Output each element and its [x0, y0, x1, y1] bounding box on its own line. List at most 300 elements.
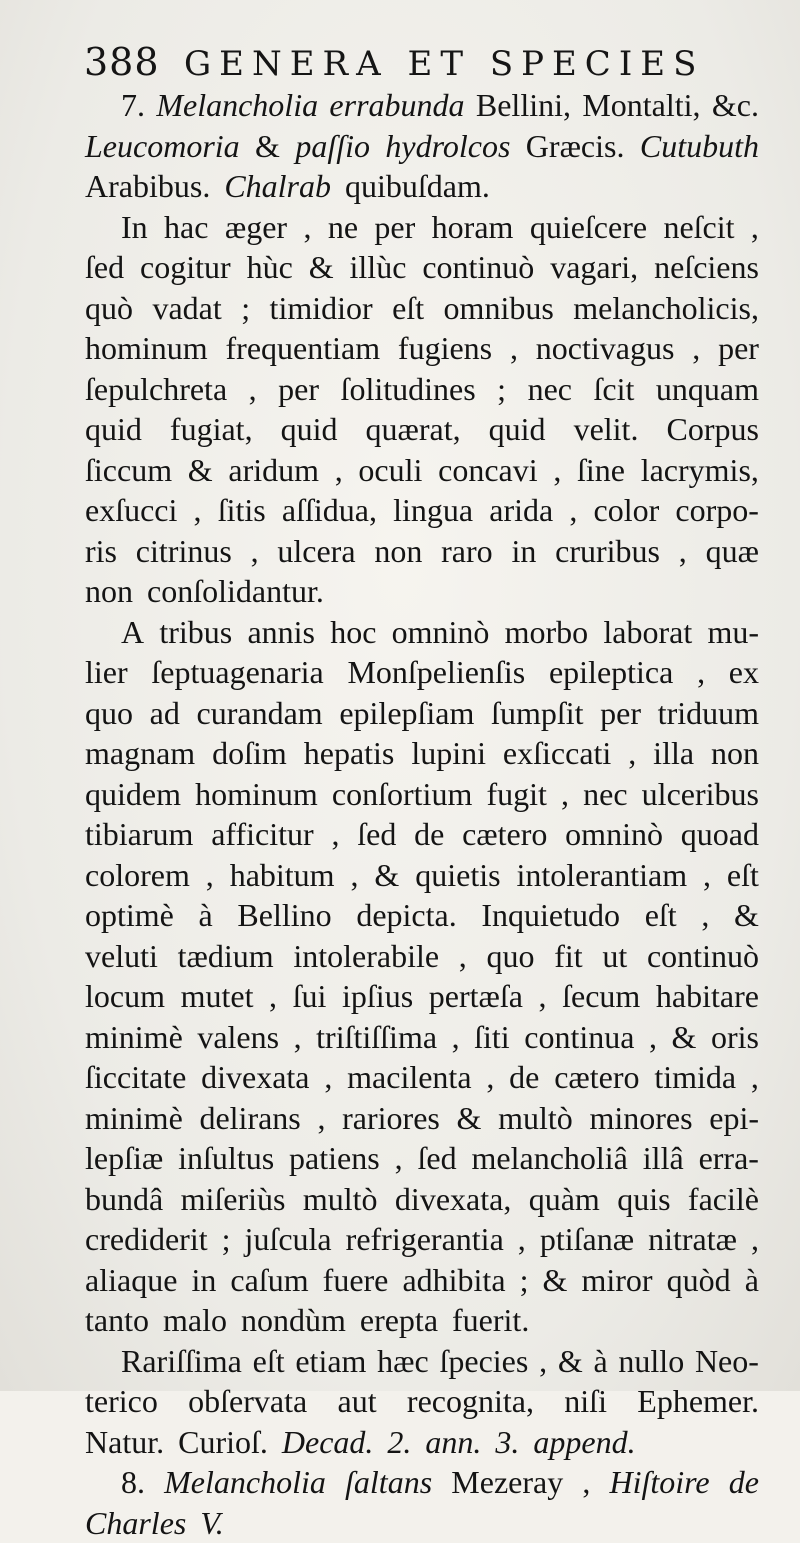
text-line	[85, 288, 759, 329]
word: &	[255, 126, 280, 167]
word: ,	[303, 207, 311, 248]
word: quidem	[85, 774, 181, 815]
word: ris	[85, 531, 117, 572]
word: quid	[489, 409, 546, 450]
body-text	[85, 85, 759, 1543]
word: ,	[561, 774, 569, 815]
text-line	[85, 693, 759, 734]
word: miror	[581, 1260, 652, 1301]
word: nec	[583, 774, 627, 815]
word: exſucci	[85, 490, 177, 531]
word: ;	[520, 1260, 529, 1301]
text-line	[85, 409, 759, 450]
word: 2.	[387, 1422, 411, 1463]
word: ſiti	[474, 1017, 510, 1058]
word: nec	[528, 369, 572, 410]
word: hæc	[377, 1341, 429, 1382]
text-line	[85, 895, 759, 936]
word: ,	[703, 855, 711, 896]
word: quòd	[667, 1260, 731, 1301]
word: fuere	[323, 1260, 389, 1301]
word: quis	[617, 1179, 670, 1220]
word: fugiens	[398, 328, 492, 369]
text-line	[85, 1422, 759, 1463]
word: Bellino	[237, 895, 331, 936]
word: cruribus	[555, 531, 660, 572]
word: vagari,	[550, 247, 638, 288]
word: Hiſtoire	[609, 1462, 709, 1503]
running-head: GENERA ET SPECIES	[184, 44, 704, 84]
word: fuerit.	[452, 1300, 529, 1341]
word: Monſpelienſis	[347, 652, 525, 693]
word: ,	[294, 1017, 302, 1058]
word: niſi	[564, 1381, 607, 1422]
word: eſt	[253, 1341, 285, 1382]
word: in	[191, 1260, 216, 1301]
word: laborat	[603, 612, 692, 653]
word: omninò	[565, 814, 663, 855]
word: horam	[432, 207, 514, 248]
word: pertæſa	[429, 976, 523, 1017]
word: ſolitudines	[341, 369, 476, 410]
text-line	[85, 1138, 759, 1179]
word: ,	[452, 1017, 460, 1058]
text-line	[85, 207, 759, 248]
text-line	[85, 1381, 759, 1422]
word: lacrymis,	[641, 450, 759, 491]
text-line	[85, 1179, 759, 1220]
word: arida	[489, 490, 553, 531]
word: bundâ	[85, 1179, 163, 1220]
word: tibiarum	[85, 814, 193, 855]
word: illa	[653, 733, 694, 774]
word: Neo-	[695, 1341, 759, 1382]
word: ,	[335, 450, 343, 491]
word: &c.	[712, 85, 759, 126]
word: continuò	[422, 247, 534, 288]
text-line	[85, 247, 759, 288]
text-line	[85, 450, 759, 491]
word: per	[600, 693, 641, 734]
word: ſed	[85, 247, 124, 288]
word: erra-	[699, 1138, 759, 1179]
word: &	[543, 1260, 568, 1301]
word: Leucomoria	[85, 126, 240, 167]
word: quibuſdam.	[345, 166, 490, 207]
word: ipſius	[342, 976, 413, 1017]
word: ,	[751, 1219, 759, 1260]
text-line	[85, 1057, 759, 1098]
word: quietis	[415, 855, 500, 896]
word: continuò	[647, 936, 759, 977]
word: Inquietudo	[481, 895, 620, 936]
word: melancholiâ	[472, 1138, 628, 1179]
word: triſtiſſima	[316, 1017, 437, 1058]
word: hominum	[85, 328, 208, 369]
word: multò	[303, 1179, 378, 1220]
word: noctivagus	[536, 328, 675, 369]
word: &	[558, 1341, 583, 1382]
word: curandam	[197, 693, 323, 734]
word: epilepſiam	[339, 693, 474, 734]
word: intolerabile	[293, 936, 439, 977]
word: à	[593, 1341, 607, 1382]
word: conſolidantur.	[147, 571, 324, 612]
word: ,	[269, 976, 277, 1017]
word: de	[729, 1462, 759, 1503]
word: timidior	[270, 288, 373, 329]
word: quieſcere	[530, 207, 647, 248]
word: doſim	[212, 733, 287, 774]
word: depicta.	[356, 895, 456, 936]
word: hydrolcos	[385, 126, 510, 167]
word: delirans	[199, 1098, 300, 1139]
word: quàm	[529, 1179, 600, 1220]
word: ſed	[418, 1138, 457, 1179]
word: Mezeray	[451, 1462, 563, 1503]
word: &	[672, 1017, 697, 1058]
word: quo	[85, 693, 133, 734]
word: exſiccati	[503, 733, 611, 774]
word: terico	[85, 1381, 158, 1422]
word: Curioſ.	[178, 1422, 268, 1463]
text-line	[85, 652, 759, 693]
word: ,	[649, 1017, 657, 1058]
text-line	[85, 733, 759, 774]
word: illùc	[350, 247, 407, 288]
word: à	[199, 895, 213, 936]
word: eſt	[392, 288, 424, 329]
page-number: 388	[84, 40, 160, 84]
text-line	[85, 612, 759, 653]
word: hoc	[330, 612, 376, 653]
word: hepatis	[304, 733, 395, 774]
text-line	[85, 1462, 759, 1503]
word: ptiſanæ	[540, 1219, 634, 1260]
word: ſaltans	[345, 1462, 432, 1503]
word: Cutubuth	[640, 126, 759, 167]
word: juſcula	[245, 1219, 332, 1260]
word: ;	[241, 288, 250, 329]
word: tædium	[178, 936, 274, 977]
word: &	[457, 1098, 482, 1139]
word: non	[711, 733, 759, 774]
word: ſitis	[218, 490, 266, 531]
word: ſecum	[562, 976, 640, 1017]
word: epileptica	[549, 652, 673, 693]
word: intolerantiam	[516, 855, 687, 896]
word: cætero	[554, 1057, 639, 1098]
text-line	[85, 1098, 759, 1139]
text-line	[85, 1300, 759, 1341]
word: Decad.	[282, 1422, 374, 1463]
word: ſepulchreta	[85, 369, 227, 410]
text-line	[85, 85, 759, 126]
word: refrigerantia	[346, 1219, 504, 1260]
word: magnam	[85, 733, 195, 774]
text-line	[85, 976, 759, 1017]
word: Charles	[85, 1503, 186, 1543]
text-line	[85, 1017, 759, 1058]
word: Corpus	[666, 409, 758, 450]
word: cogitur	[140, 247, 231, 288]
word: colorem	[85, 855, 190, 896]
word: ,	[459, 936, 467, 977]
text-line	[85, 814, 759, 855]
text-line	[85, 571, 759, 612]
word: neſcit	[663, 207, 734, 248]
word: hominum	[195, 774, 318, 815]
word: ,	[692, 328, 700, 369]
text-line	[85, 369, 759, 410]
word: ;	[222, 1219, 231, 1260]
word: macilenta	[347, 1057, 471, 1098]
word: tanto	[85, 1300, 149, 1341]
word: corpo-	[675, 490, 759, 531]
word: omnibus	[444, 288, 554, 329]
word: ,	[510, 328, 518, 369]
word: ex	[729, 652, 759, 693]
word: aut	[338, 1381, 377, 1422]
word: ,	[628, 733, 636, 774]
word: ,	[553, 450, 561, 491]
word: malo	[163, 1300, 227, 1341]
word: velit.	[574, 409, 639, 450]
word: triduum	[658, 693, 759, 734]
text-line	[85, 774, 759, 815]
word: A	[121, 612, 144, 653]
word: raro	[441, 531, 493, 572]
text-line	[85, 328, 759, 369]
word: miſeriùs	[181, 1179, 286, 1220]
word: ſumpſit	[491, 693, 583, 734]
word: hac	[164, 207, 208, 248]
word: cætero	[462, 814, 547, 855]
word: 3.	[495, 1422, 519, 1463]
word: patiens	[289, 1138, 380, 1179]
word: multò	[498, 1098, 573, 1139]
word: recognita,	[407, 1381, 534, 1422]
word: locum	[85, 976, 165, 1017]
word: ne	[328, 207, 358, 248]
word: ſeptuagenaria	[151, 652, 323, 693]
word: quæ	[706, 531, 759, 572]
word: ad	[150, 693, 180, 734]
word: ,	[697, 652, 705, 693]
text-line	[85, 855, 759, 896]
word: minimè	[85, 1098, 183, 1139]
word: &	[188, 450, 213, 491]
word: adhibita	[402, 1260, 505, 1301]
text-line	[85, 126, 759, 167]
word: lepſiæ	[85, 1138, 163, 1179]
word: ,	[679, 531, 687, 572]
word: ann.	[425, 1422, 481, 1463]
word: minores	[589, 1098, 692, 1139]
word: Rariſſima	[121, 1341, 242, 1382]
word: divexata	[201, 1057, 309, 1098]
word: non	[374, 531, 422, 572]
word: ſiccum	[85, 450, 172, 491]
word: minimè	[85, 1017, 183, 1058]
word: ,	[350, 855, 358, 896]
word: fit	[554, 936, 582, 977]
text-line	[85, 531, 759, 572]
word: fugiat,	[170, 409, 253, 450]
word: ulcera	[277, 531, 355, 572]
word: obſervata	[188, 1381, 307, 1422]
word: nitratæ	[648, 1219, 737, 1260]
word: oris	[711, 1017, 759, 1058]
word: optimè	[85, 895, 174, 936]
word: ſui	[293, 976, 327, 1017]
word: Natur.	[85, 1422, 164, 1463]
word: quò	[85, 288, 133, 329]
word: ſine	[577, 450, 625, 491]
word: quo	[486, 936, 534, 977]
word: tribus	[159, 612, 232, 653]
word: lier	[85, 652, 128, 693]
word: per	[718, 328, 759, 369]
word: aſſidua,	[282, 490, 377, 531]
word: per	[374, 207, 415, 248]
word: ,	[701, 895, 709, 936]
word: lingua	[393, 490, 473, 531]
word: Græcis.	[526, 126, 625, 167]
word: ;	[497, 369, 506, 410]
text-line	[85, 936, 759, 977]
word: inſultus	[178, 1138, 274, 1179]
word: ,	[206, 855, 214, 896]
word: veluti	[85, 936, 158, 977]
word: habitum	[230, 855, 335, 896]
word: errabunda	[329, 85, 464, 126]
word: quoad	[681, 814, 759, 855]
word: timida	[654, 1057, 736, 1098]
word: ,	[251, 531, 259, 572]
word: oculi	[358, 450, 422, 491]
word: ,	[395, 1138, 403, 1179]
word: quærat,	[366, 409, 461, 450]
word: mu-	[707, 612, 759, 653]
word: morbo	[505, 612, 589, 653]
word: V.	[200, 1503, 223, 1543]
word: ,	[569, 490, 577, 531]
word: ut	[602, 936, 627, 977]
word: ,	[518, 1219, 526, 1260]
word: ,	[324, 1057, 332, 1098]
word: ſpecies	[439, 1341, 528, 1382]
word: mutet	[181, 976, 254, 1017]
word: Ephemer.	[637, 1381, 759, 1422]
word: rariores	[342, 1098, 440, 1139]
word: fugit	[486, 774, 546, 815]
word: Arabibus.	[85, 166, 210, 207]
text-line	[85, 490, 759, 531]
word: ulceribus	[642, 774, 759, 815]
word: Melancholia	[156, 85, 318, 126]
word: non	[85, 571, 133, 612]
word: ,	[331, 814, 339, 855]
word: habitare	[656, 976, 759, 1017]
word: 7.	[121, 85, 145, 126]
word: neſciens	[654, 247, 759, 288]
word: erepta	[360, 1300, 438, 1341]
word: 8.	[121, 1462, 145, 1503]
text-line	[85, 1260, 759, 1301]
word: hùc	[247, 247, 293, 288]
word: epi-	[709, 1098, 759, 1139]
word: facilè	[688, 1179, 759, 1220]
word: ,	[249, 369, 257, 410]
word: Bellini,	[476, 85, 571, 126]
word: quid	[281, 409, 338, 450]
word: caſum	[230, 1260, 308, 1301]
word: à	[745, 1260, 759, 1301]
word: divexata,	[395, 1179, 511, 1220]
word: nondùm	[241, 1300, 346, 1341]
word: concavi	[438, 450, 538, 491]
word: ,	[751, 1057, 759, 1098]
word: aridum	[228, 450, 319, 491]
word: Montalti,	[582, 85, 700, 126]
word: aliaque	[85, 1260, 177, 1301]
word: in	[511, 531, 536, 572]
word: omninò	[392, 612, 490, 653]
word: ,	[539, 1341, 547, 1382]
word: afficitur	[211, 814, 313, 855]
word: citrinus	[136, 531, 232, 572]
word: &	[309, 247, 334, 288]
word: continua	[524, 1017, 634, 1058]
word: melancholicis,	[573, 288, 759, 329]
word: lupini	[411, 733, 486, 774]
word: eſt	[727, 855, 759, 896]
word: Melancholia	[164, 1462, 326, 1503]
text-line	[85, 1219, 759, 1260]
word: In	[121, 207, 148, 248]
word: unquam	[656, 369, 759, 410]
word: &	[374, 855, 399, 896]
word: de	[414, 814, 444, 855]
word: ,	[486, 1057, 494, 1098]
word: etiam	[295, 1341, 366, 1382]
word: ,	[194, 490, 202, 531]
word: annis	[247, 612, 315, 653]
word: ,	[539, 976, 547, 1017]
word: color	[594, 490, 660, 531]
word: paſſio	[295, 126, 370, 167]
word: per	[278, 369, 319, 410]
word: valens	[197, 1017, 279, 1058]
word: vadat	[152, 288, 221, 329]
word: nullo	[618, 1341, 684, 1382]
word: ,	[582, 1462, 590, 1503]
word: crediderit	[85, 1219, 208, 1260]
word: illâ	[643, 1138, 684, 1179]
word: æger	[225, 207, 287, 248]
text-line	[85, 1503, 759, 1543]
word: ,	[317, 1098, 325, 1139]
word: eſt	[645, 895, 677, 936]
word: ,	[751, 207, 759, 248]
word: quid	[85, 409, 142, 450]
word: de	[509, 1057, 539, 1098]
word: ſiccitate	[85, 1057, 186, 1098]
text-line	[85, 1341, 759, 1382]
word: ſcit	[594, 369, 635, 410]
word: ſed	[357, 814, 396, 855]
